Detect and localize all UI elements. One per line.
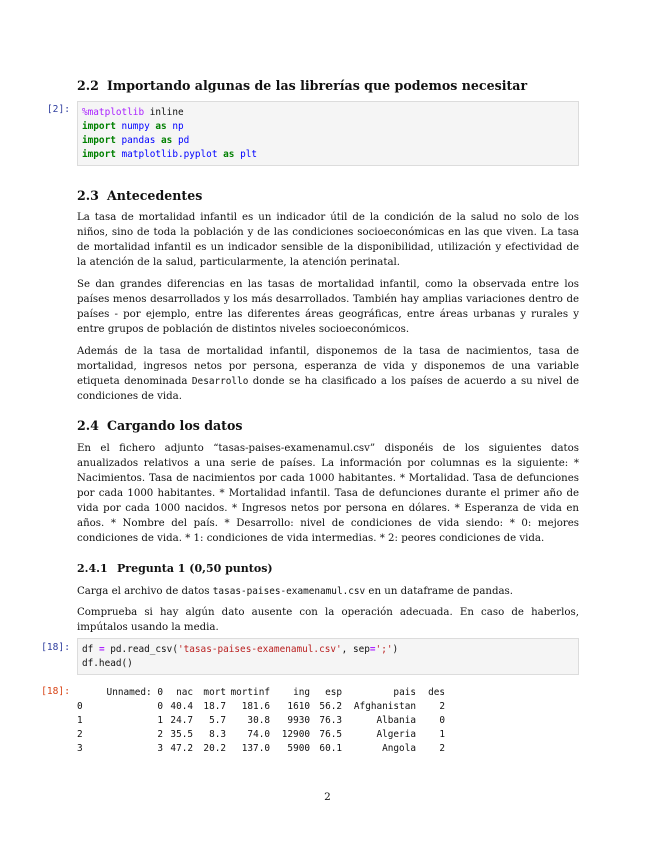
paragraph-data-description: En el fichero adjunto “tasas-paises-examenamul.csv” disponéis de los siguientes datos anualizados relativos a una serie de países. La información por columnas es la siguiente: * Nacimientos. Tasa de nacimientos por cada 1000 habitantes. * Mortalidad. Tasa de defunciones por cada 1000 habitantes. * Mortalidad infantil. Tasa de defunciones durante el primer año de vida por cada 1000 nacidos. * Ingresos netos por persona en dólares. * Esperanza de vida en años. * Nombre del país. * Desarrollo: nivel de condiciones de vida siendo: * 0: mejores condiciones de vida. * 1: condiciones de vida intermedias. * 2: peores condiciones de vida.	[77, 443, 579, 544]
table-cell: 2	[439, 701, 445, 712]
page-number: 2	[324, 791, 331, 803]
table-row	[77, 728, 445, 742]
section-number: 2.2	[77, 78, 99, 93]
paragraph-question-2: Comprueba si hay algún dato ausente con la operación adecuada. En caso de haberlos, impútalos usando la media.	[77, 607, 579, 633]
code-cell-read-csv[interactable]	[77, 638, 579, 675]
code-line: import numpy as np	[82, 121, 184, 132]
table-cell: 60.1	[319, 743, 342, 754]
inline-code: Desarrollo	[191, 376, 249, 387]
table-cell: 0	[439, 715, 445, 726]
section-title: Importando algunas de las librerías que podemos necesitar	[107, 78, 528, 93]
code-line: df.head()	[82, 658, 133, 669]
table-cell: 9930	[287, 715, 310, 726]
table-cell: Afghanistan	[353, 701, 416, 712]
table-cell: 5.7	[209, 715, 226, 726]
table-cell: 18.7	[203, 701, 226, 712]
column-header: mort	[203, 687, 226, 698]
input-prompt: [18]:	[41, 642, 70, 653]
input-prompt: [2]:	[46, 104, 70, 115]
column-header: ing	[293, 687, 310, 698]
table-cell: 35.5	[170, 729, 193, 740]
row-index: 3	[77, 743, 83, 754]
table-cell: 2	[439, 743, 445, 754]
table-header-row	[77, 686, 445, 700]
table-cell: Albania	[376, 715, 416, 726]
section-heading-2-2	[77, 78, 527, 93]
column-header: pais	[393, 687, 416, 698]
table-cell: 24.7	[170, 715, 193, 726]
subsection-number: 2.4.1	[77, 562, 108, 575]
table-cell: 3	[157, 743, 163, 754]
row-index: 0	[77, 701, 83, 712]
table-row	[77, 714, 445, 728]
table-cell: 0	[157, 701, 163, 712]
table-cell: 76.5	[319, 729, 342, 740]
table-cell: 30.8	[247, 715, 270, 726]
code-cell-imports[interactable]	[77, 101, 579, 166]
column-header: nac	[176, 687, 193, 698]
table-cell: 1610	[287, 701, 310, 712]
section-number: 2.4	[77, 418, 99, 433]
section-title: Cargando los datos	[107, 418, 243, 433]
paragraph-antecedentes-2: Se dan grandes diferencias en las tasas de mortalidad infantil, como la observada entre los países menos desarrollados y los más desarrollados. También hay amplias variaciones dentro de países - por ejemplo, entre las diferentes áreas geográficas, entre áreas urbanas y rurales y entre grupos de población de distintos niveles socioeconómicos.	[77, 279, 579, 335]
code-line: %matplotlib inline	[82, 107, 184, 118]
column-header: mortinf	[230, 687, 270, 698]
table-cell: Angola	[382, 743, 416, 754]
subsection-heading-2-4-1	[77, 562, 273, 575]
table-cell: 1	[157, 715, 163, 726]
table-row	[77, 742, 445, 756]
inline-code: tasas-paises-examenamul.csv	[212, 586, 366, 597]
table-row	[77, 700, 445, 714]
row-index: 2	[77, 729, 83, 740]
section-title: Antecedentes	[107, 188, 203, 203]
table-cell: 40.4	[170, 701, 193, 712]
table-cell: 20.2	[203, 743, 226, 754]
table-cell: 2	[157, 729, 163, 740]
paragraph-antecedentes-3: Además de la tasa de mortalidad infantil, disponemos de la tasa de nacimientos, tasa de mortalidad, ingresos netos por persona, esperanza de vida y disponemos de una variable etiqueta denominada Desarrollo donde se ha clasificado a los países de acuerdo a su nivel de condiciones de vida.	[77, 346, 580, 402]
section-heading-2-3	[77, 188, 202, 203]
code-line: df = pd.read_csv('tasas-paises-examenamul.csv', sep=';')	[82, 644, 399, 655]
paragraph-question-1: Carga el archivo de datos tasas-paises-examenamul.csv en un dataframe de pandas.	[77, 586, 514, 597]
table-cell: 76.3	[319, 715, 342, 726]
table-cell: 8.3	[209, 729, 226, 740]
table-cell: 181.6	[241, 701, 270, 712]
index-header	[77, 686, 93, 700]
table-cell: 12900	[281, 729, 310, 740]
table-cell: 5900	[287, 743, 310, 754]
row-index: 1	[77, 715, 83, 726]
paragraph-antecedentes-1: La tasa de mortalidad infantil es un indicador útil de la condición de la salud no solo de los niños, sino de toda la población y de las condiciones socioeconómicas en las que viven. La tasa de mortalidad infantil es un indicador sensible de la disponibilidad, utilización y efectividad de la atención de la salud, particularmente, la atención perinatal.	[77, 212, 579, 268]
table-cell: 47.2	[170, 743, 193, 754]
table-cell: 137.0	[241, 743, 270, 754]
subsection-title: Pregunta 1 (0,50 puntos)	[117, 562, 273, 575]
column-header: Unnamed: 0	[106, 687, 163, 698]
output-prompt: [18]:	[41, 686, 70, 697]
section-heading-2-4	[77, 418, 242, 433]
table-cell: 56.2	[319, 701, 342, 712]
table-cell: Algeria	[376, 729, 416, 740]
table-cell: 74.0	[247, 729, 270, 740]
table-cell: 1	[439, 729, 445, 740]
section-number: 2.3	[77, 188, 99, 203]
column-header: des	[428, 687, 445, 698]
dataframe-output	[77, 686, 445, 756]
column-header: esp	[325, 687, 342, 698]
code-line: import pandas as pd	[82, 135, 190, 146]
code-line: import matplotlib.pyplot as plt	[82, 149, 257, 160]
